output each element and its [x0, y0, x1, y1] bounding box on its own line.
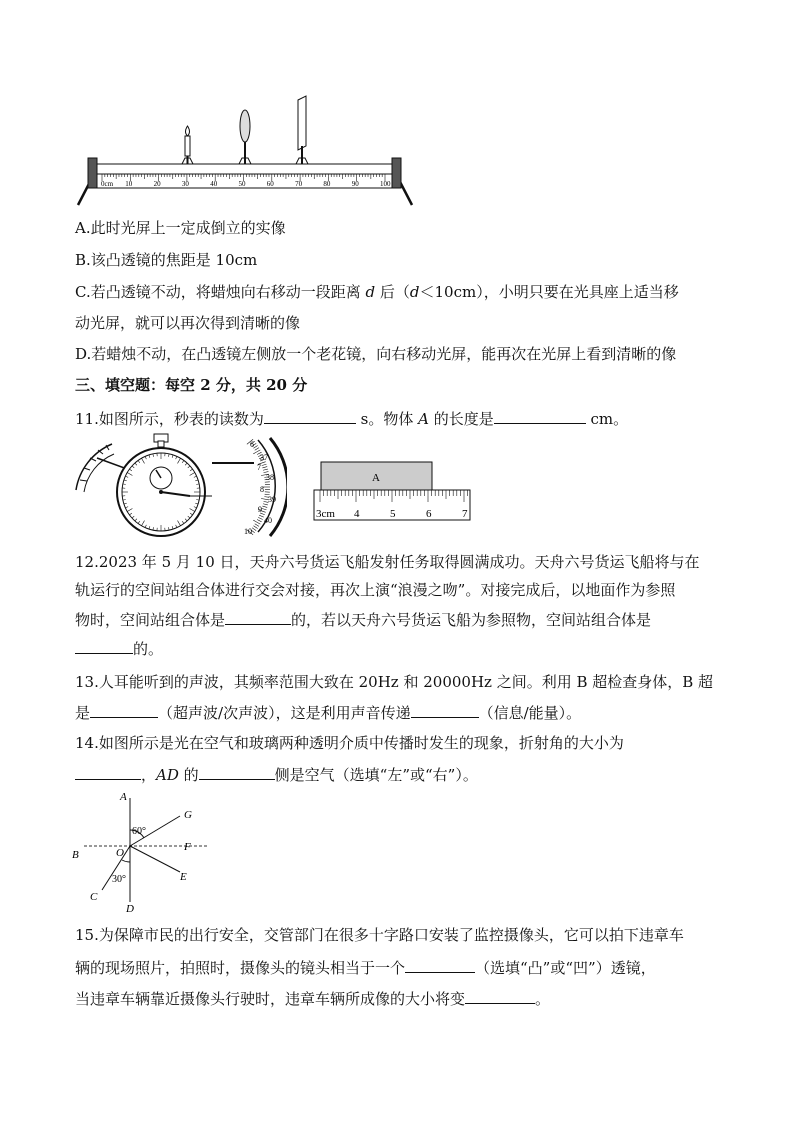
bench-label-5: 50	[238, 180, 246, 188]
bench-label-2: 20	[153, 180, 161, 188]
ruler-label-0: 3cm	[316, 508, 335, 520]
q14-blank-2[interactable]	[199, 764, 275, 780]
bench-label-8: 80	[323, 180, 331, 188]
ruler-label-3: 6	[426, 508, 432, 520]
scale-label-0: 6	[250, 440, 254, 449]
bench-label-9: 90	[351, 180, 359, 188]
scale-label-1: 37	[260, 453, 268, 462]
angle-30: 30°	[112, 874, 126, 885]
bench-label-10: 100	[380, 180, 391, 188]
q12-line3: 物时，空间站组合体是 的，若以天舟六号货运飞船为参照物，空间站组合体是	[75, 611, 652, 629]
label-c: C	[90, 891, 98, 903]
q15-line3: 当违章车辆靠近摄像头行驶时，违章车辆所成像的大小将变 。	[75, 990, 551, 1008]
label-e: E	[180, 871, 187, 883]
scale-label-3: 38	[266, 473, 274, 482]
q15-blank-1[interactable]	[405, 957, 475, 973]
q13-line2: 是 （超声波/次声波），这是利用声音传递 （信息/能量）。	[75, 704, 582, 722]
light-screen	[296, 96, 308, 164]
q13-blank-2[interactable]	[411, 702, 479, 718]
q11-blank-2[interactable]	[494, 408, 586, 424]
ruler-label-1: 4	[354, 508, 360, 520]
block-label: A	[372, 472, 380, 484]
bench-label-3: 30	[181, 180, 189, 188]
q10-option-d: D.若蜡烛不动，在凸透镜左侧放一个老花镜，向右移动光屏，能再次在光屏上看到清晰的像	[75, 345, 677, 363]
scale-label-7: 40	[264, 516, 272, 525]
label-b: B	[72, 849, 79, 861]
optical-bench-figure	[70, 90, 420, 215]
stopwatch-figure	[72, 432, 287, 544]
q10-option-a: A.此时光屏上一定成倒立的实像	[75, 219, 286, 237]
scale-label-5: 39	[268, 495, 276, 504]
q12-blank-1[interactable]	[225, 609, 291, 625]
bench-right-post	[392, 158, 401, 188]
angle-60: 60°	[132, 826, 146, 837]
q15-line2: 辆的现场照片，拍照时，摄像头的镜头相当于一个 （选填“凸”或“凹”）透镜，	[75, 959, 656, 977]
bench-label-6: 60	[266, 180, 274, 188]
candle	[182, 126, 193, 164]
bench-label-4: 40	[210, 180, 218, 188]
convex-lens	[239, 110, 251, 164]
ray-oe	[130, 846, 180, 872]
ruler-figure	[310, 460, 475, 522]
q13-line1: 13.人耳能听到的声波，其频率范围大致在 20Hz 和 20000Hz 之间。利用 B 超检查身体，B 超	[75, 673, 714, 691]
label-g: G	[184, 809, 192, 821]
q10-option-c-line1: C.若凸透镜不动，将蜡烛向右移动一段距离 d 后（d＜10cm），小明只要在光具座上适当移	[75, 283, 679, 301]
q10-option-b: B.该凸透镜的焦距是 10cm	[75, 251, 258, 269]
scale-label-8: 10	[244, 527, 252, 536]
section-heading-fill-in: 三、填空题：每空 2 分，共 20 分	[75, 376, 308, 394]
q12-line2: 轨运行的空间站组合体进行交会对接，再次上演“浪漫之吻”。对接完成后，以地面作为参照	[75, 581, 676, 599]
refraction-figure	[68, 790, 218, 915]
label-o: O	[116, 847, 124, 859]
q11-text: 11.如图所示，秒表的读数为 s。物体 A 的长度是 cm。	[75, 410, 629, 428]
ruler-label-4: 7	[462, 508, 468, 520]
q14-blank-1[interactable]	[75, 764, 141, 780]
label-f: F	[184, 841, 191, 853]
q15-blank-2[interactable]	[465, 988, 535, 1004]
bench-label-7: 70	[295, 180, 303, 188]
q10-option-c-line2: 动光屏，就可以再次得到清晰的像	[75, 314, 301, 332]
label-d: D	[126, 903, 134, 915]
bench-label-1: 10	[125, 180, 133, 188]
label-a: A	[120, 791, 127, 803]
scale-label-2: 7	[257, 463, 261, 472]
bench-rail-top	[97, 164, 392, 174]
q14-line1: 14.如图所示是光在空气和玻璃两种透明介质中传播时发生的现象，折射角的大小为	[75, 734, 624, 752]
q14-line2: ，AD 的 侧是空气（选填“左”或“右”）。	[75, 764, 478, 785]
q11-blank-1[interactable]	[264, 408, 356, 424]
q12-line4: 的。	[75, 638, 163, 659]
q15-line1: 15.为保障市民的出行安全，交管部门在很多十字路口安装了监控摄像头，它可以拍下违章车	[75, 926, 684, 944]
q12-blank-2[interactable]	[75, 638, 133, 654]
scale-label-6: 9	[258, 505, 262, 514]
bench-label-0: 0cm	[101, 180, 114, 188]
bench-left-post	[88, 158, 97, 188]
scale-label-4: 8	[260, 485, 264, 494]
q13-blank-1[interactable]	[90, 702, 158, 718]
ruler-label-2: 5	[390, 508, 396, 520]
q12-line1: 12.2023 年 5 月 10 日，天舟六号货运飞船发射任务取得圆满成功。天舟六号货运飞船将与在	[75, 553, 700, 571]
